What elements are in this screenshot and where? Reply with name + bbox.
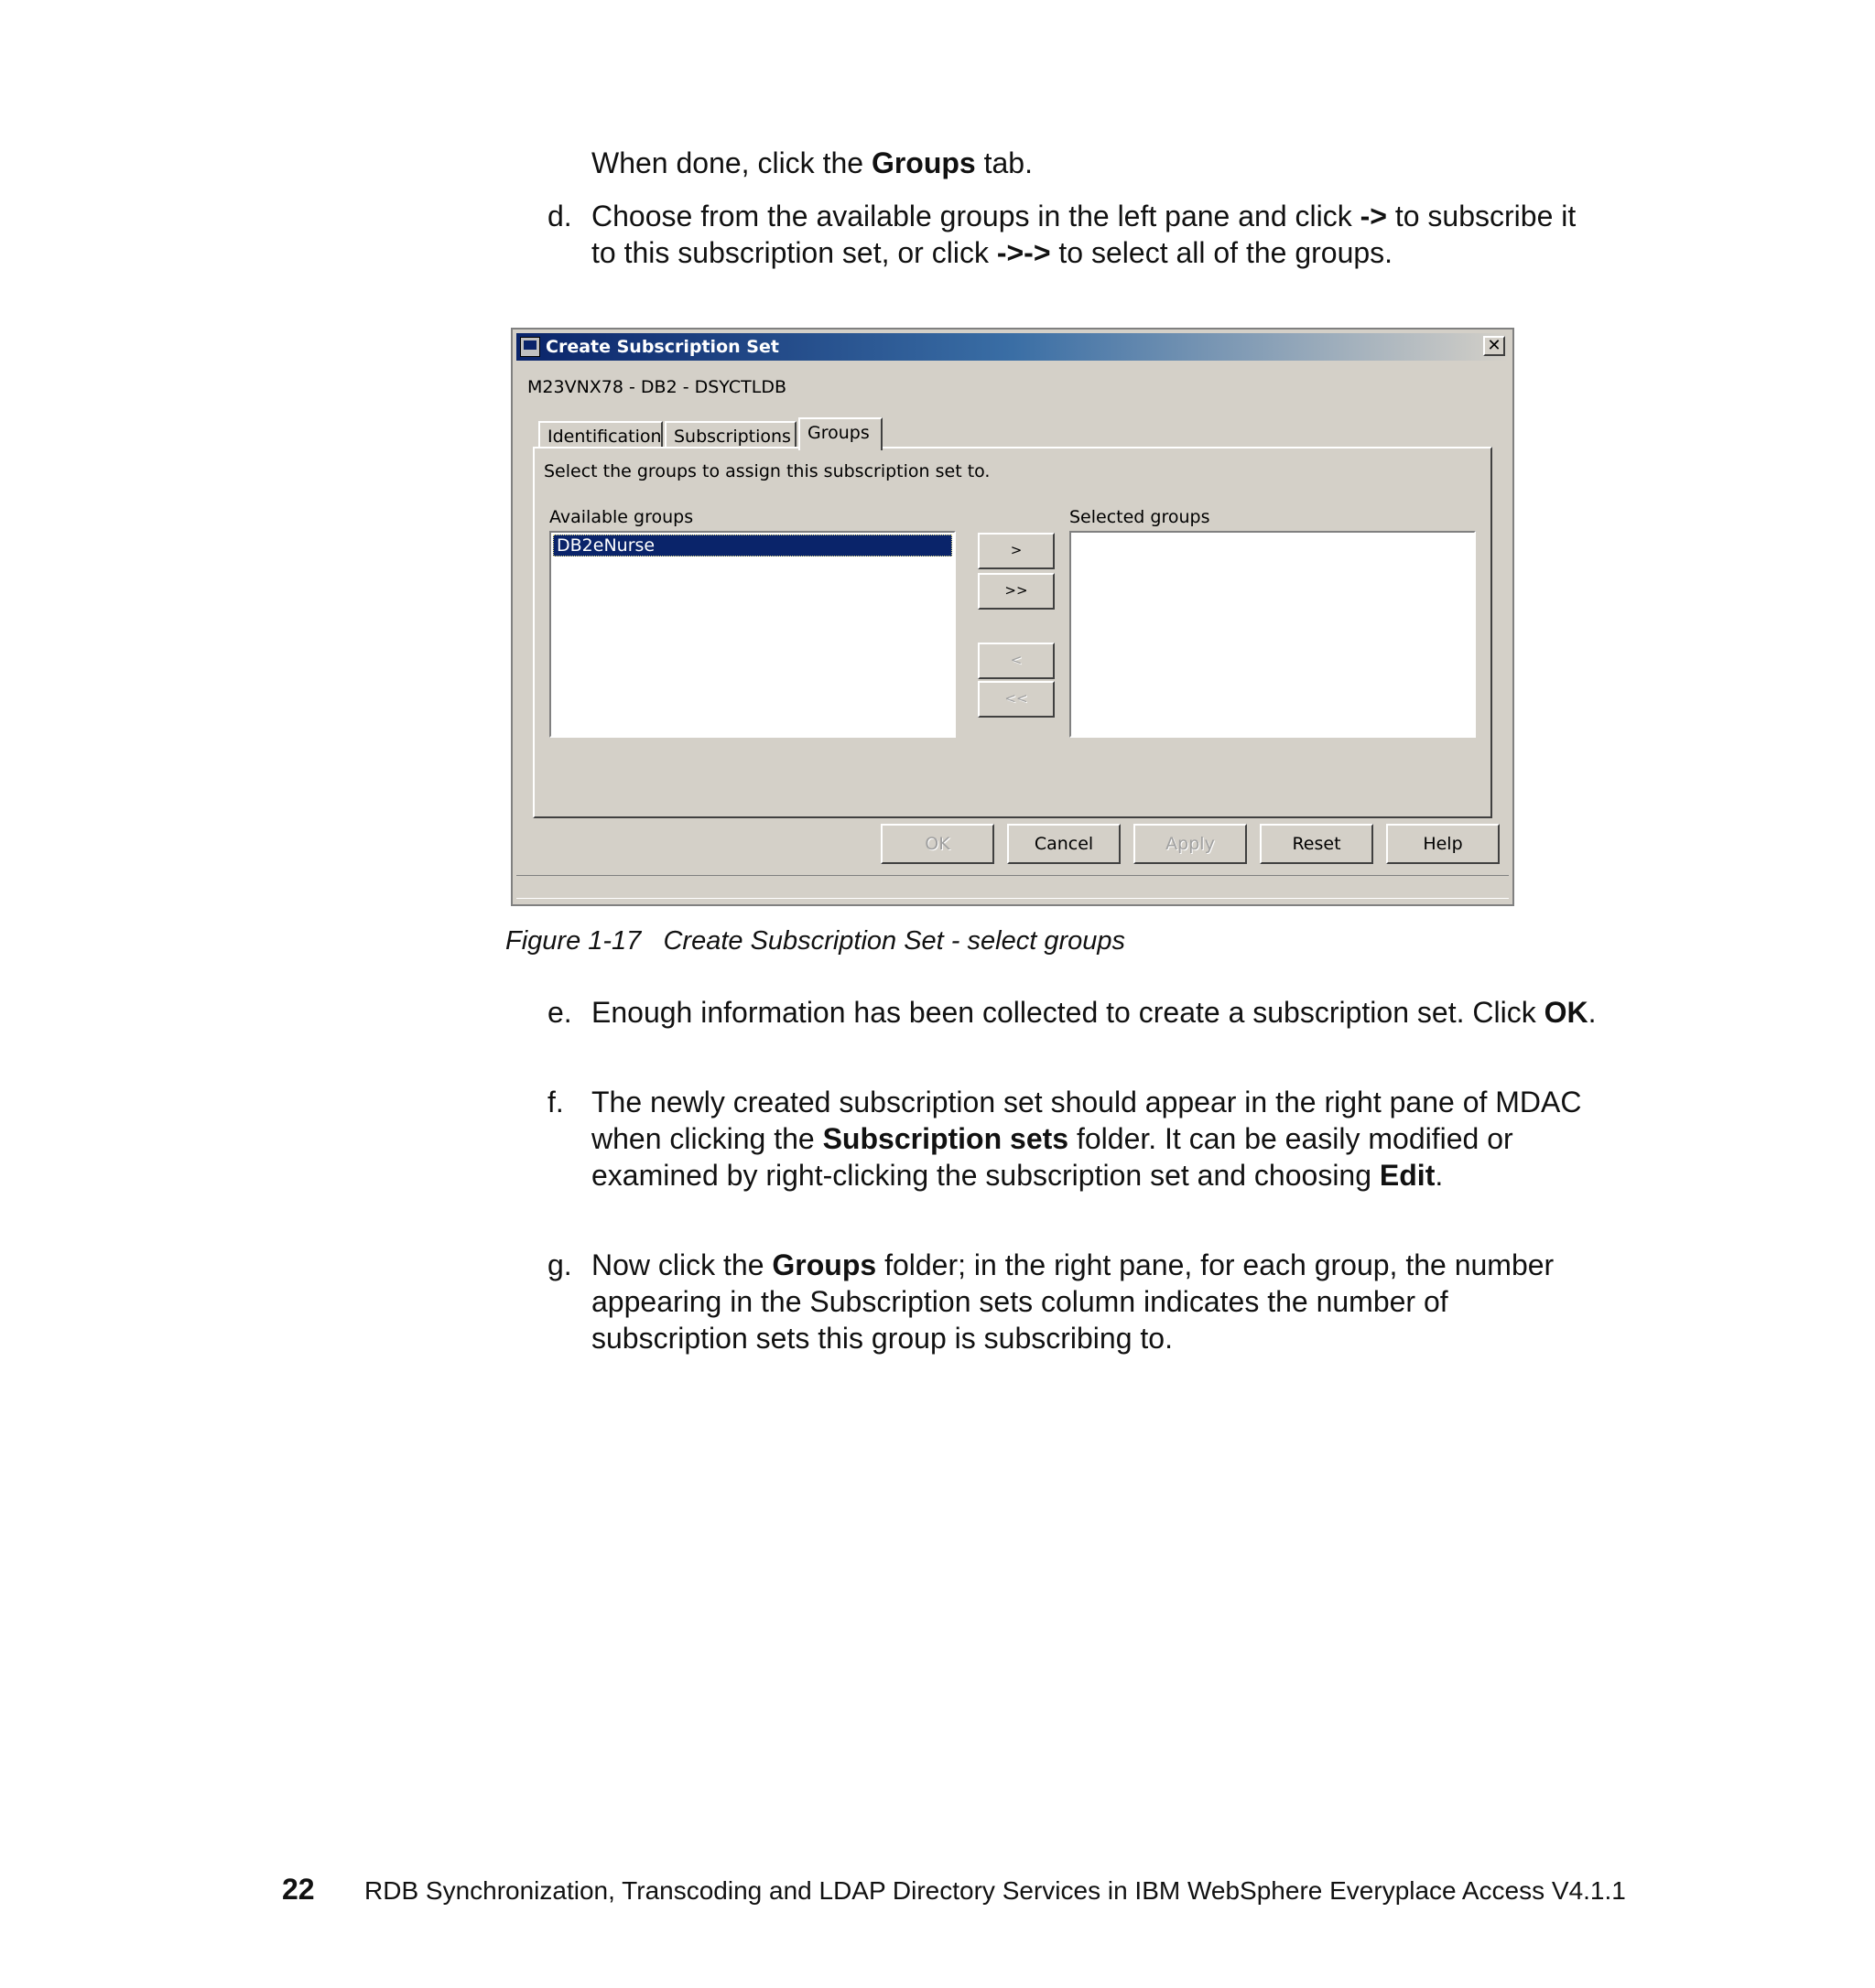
close-button[interactable] [1483, 336, 1505, 356]
add-one-button[interactable]: > [978, 533, 1055, 569]
step-f [547, 1084, 1609, 1234]
step-marker: g. [547, 1248, 572, 1281]
create-subscription-set-dialog [511, 328, 1514, 906]
available-groups-list[interactable] [549, 531, 956, 738]
page-number: 22 [282, 1873, 315, 1906]
tab-subscriptions[interactable]: Subscriptions [665, 421, 797, 448]
close-icon: ✕ [1487, 336, 1501, 355]
step-text: Enough information has been collected to create a subscription set. Click OK. [591, 996, 1597, 1029]
ok-button[interactable]: OK [881, 824, 994, 864]
step-text: Now click the Groups folder; in the right pane, for each group, the number appearing in the Subscription sets column indicates the number of subscription sets this group is subscribing to. [591, 1248, 1555, 1355]
intro-text: When done, click the Groups tab. [591, 146, 1033, 179]
step-marker: e. [547, 996, 572, 1029]
tab-groups[interactable]: Groups [798, 417, 883, 450]
selected-groups-list[interactable] [1069, 531, 1476, 738]
step-marker: f. [547, 1086, 564, 1118]
status-bar [516, 875, 1509, 899]
available-groups-label: Available groups [549, 507, 694, 527]
remove-all-button[interactable]: << [978, 681, 1055, 718]
step-marker: d. [547, 200, 572, 232]
step-g [547, 1247, 1609, 1360]
panel-instruction: Select the groups to assign this subscription set to. [544, 461, 991, 481]
list-item[interactable]: DB2eNurse [553, 535, 952, 556]
step-text: Choose from the available groups in the left pane and click -> to subscribe it to this subscription set, or click ->-> to select all of the groups. [591, 200, 1577, 269]
apply-button[interactable]: Apply [1133, 824, 1247, 864]
groups-term: Groups [871, 146, 976, 179]
add-all-button[interactable]: >> [978, 573, 1055, 610]
dialog-title: Create Subscription Set [546, 337, 779, 357]
tab-identification[interactable]: Identification [538, 421, 663, 448]
dialog-titlebar[interactable] [516, 333, 1509, 361]
app-window-icon [520, 337, 540, 357]
help-button[interactable]: Help [1386, 824, 1500, 864]
groups-panel [533, 447, 1492, 818]
figure-caption: Figure 1-17 Create Subscription Set - select groups [505, 926, 1125, 956]
step-e [547, 994, 1609, 1071]
book-title: RDB Synchronization, Transcoding and LDAP Directory Services in IBM WebSphere Everyplace Access V4.1.1 [364, 1876, 1626, 1905]
cancel-button[interactable]: Cancel [1007, 824, 1121, 864]
remove-one-button[interactable]: < [978, 643, 1055, 679]
step-d [547, 198, 1609, 275]
reset-button[interactable]: Reset [1260, 824, 1373, 864]
connection-label: M23VNX78 - DB2 - DSYCTLDB [527, 377, 786, 397]
selected-groups-label: Selected groups [1069, 507, 1210, 527]
step-text: The newly created subscription set should appear in the right pane of MDAC when clicking the Subscription sets folder. It can be easily modified or examined by right-clicking the subscription set and choosing Edit. [591, 1086, 1582, 1192]
